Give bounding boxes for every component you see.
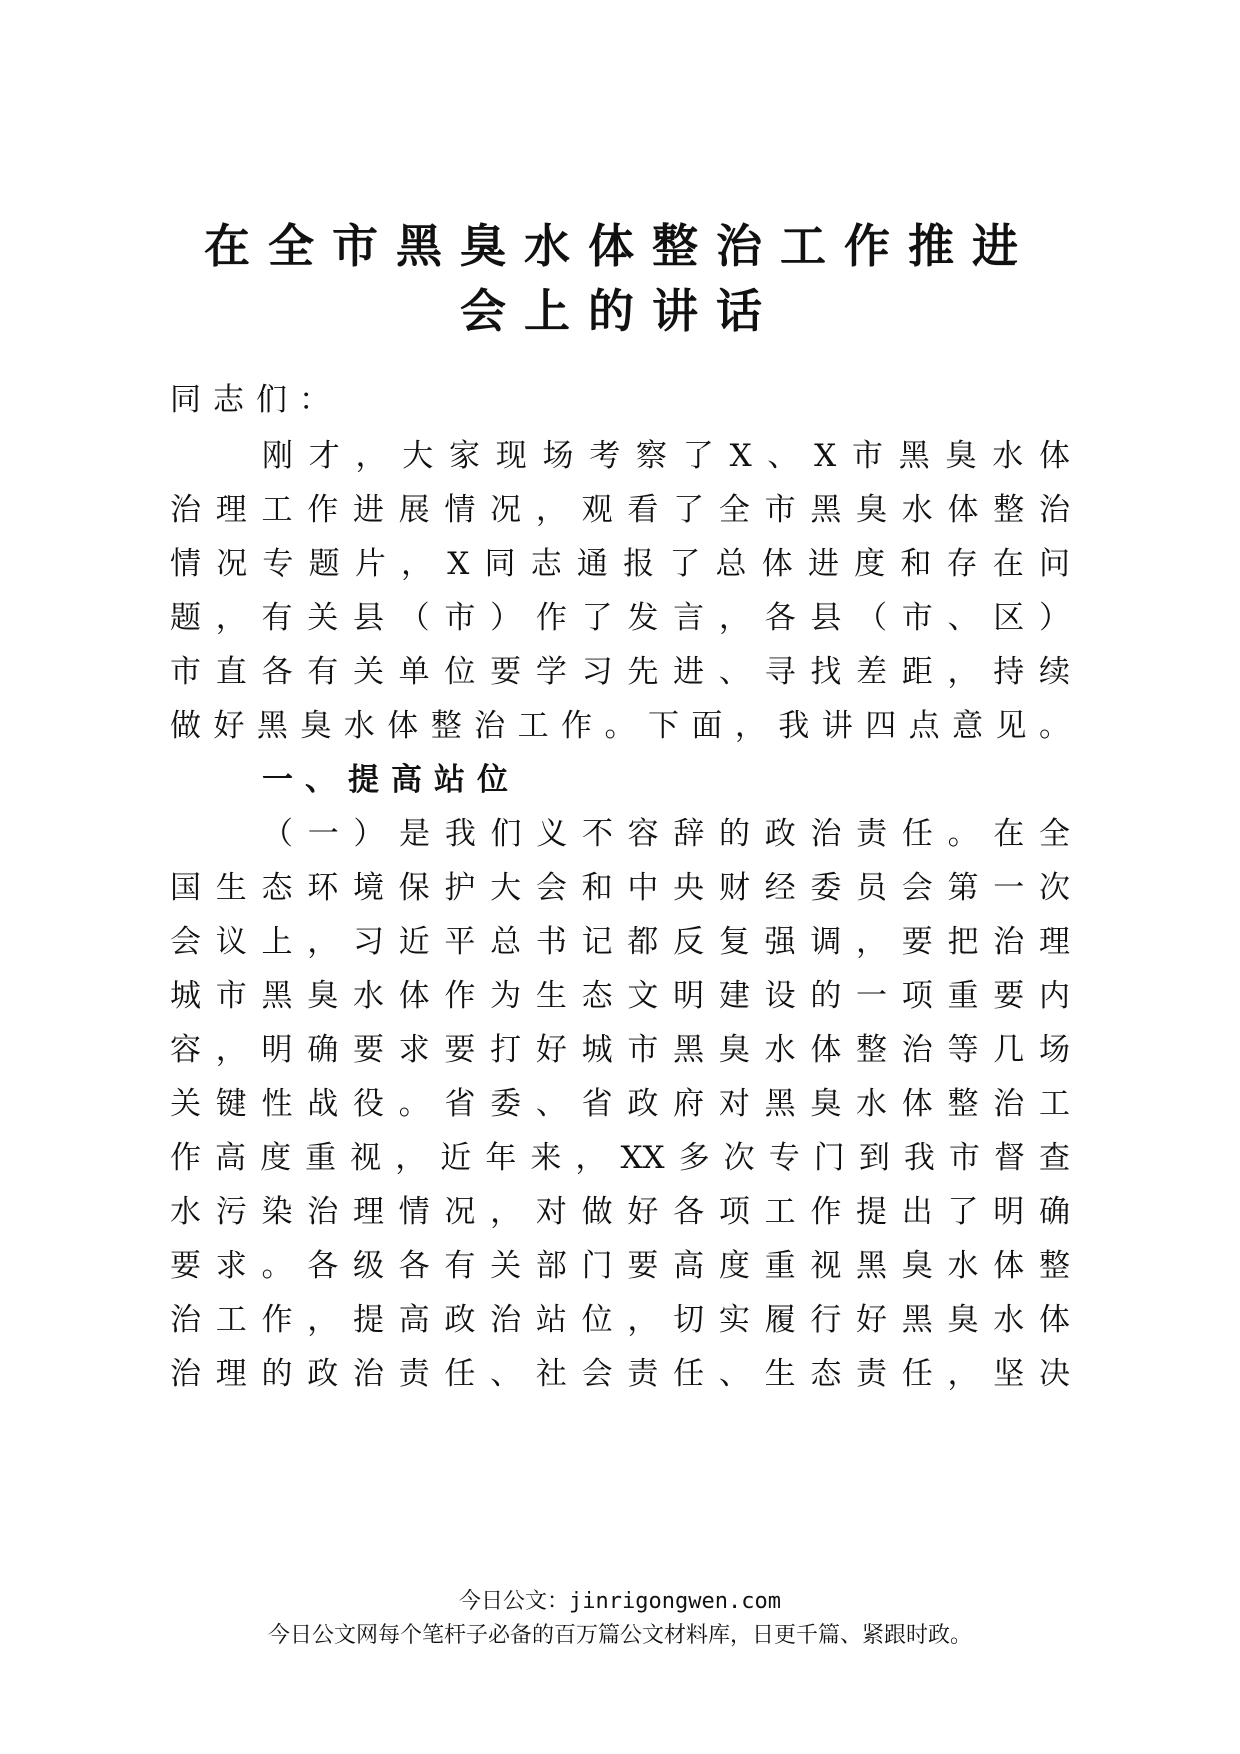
greeting: 同志们：: [170, 382, 342, 418]
paragraph-line: （一）是我们义不容辞的政治责任。在全: [262, 816, 1070, 852]
paragraph-line: 刚才，大家现场考察了X、X市黑臭水体: [262, 438, 1070, 474]
document-title-line-1: 在全市黑臭水体整治工作推进: [204, 219, 1036, 273]
footer-source-label: 今日公文：: [459, 1589, 570, 1614]
footer-tagline: 今日公文网每个笔杆子必备的百万篇公文材料库，日更千篇、紧跟时政。: [267, 1623, 972, 1648]
footer-source-line: [0, 1588, 1240, 1616]
paragraph-line: 国生态环境保护大会和中央财经委员会第一次: [170, 870, 1070, 906]
paragraph-line: 城市黑臭水体作为生态文明建设的一项重要内: [170, 978, 1070, 1014]
footer-website-link[interactable]: jinrigongwen.com: [569, 1589, 781, 1614]
paragraph-line: 情况专题片，X同志通报了总体进度和存在问: [170, 546, 1070, 582]
paragraph-line: 治理的政治责任、社会责任、生态责任，坚决: [170, 1356, 1070, 1392]
paragraph-line: 要求。各级各有关部门要高度重视黑臭水体整: [170, 1248, 1070, 1284]
paragraph-line: 容，明确要求要打好城市黑臭水体整治等几场: [170, 1032, 1070, 1068]
paragraph-line: 水污染治理情况，对做好各项工作提出了明确: [170, 1194, 1070, 1230]
paragraph-line: 做好黑臭水体整治工作。下面，我讲四点意见。: [170, 708, 1070, 744]
paragraph-line: 市直各有关单位要学习先进、寻找差距，持续: [170, 654, 1070, 690]
paragraph-line: 作高度重视，近年来，XX多次专门到我市督查: [170, 1140, 1070, 1176]
paragraph-line: 会议上，习近平总书记都反复强调，要把治理: [170, 924, 1070, 960]
paragraph-line: 治理工作进展情况，观看了全市黑臭水体整治: [170, 492, 1070, 528]
paragraph-line: 题，有关县（市）作了发言，各县（市、区）: [170, 600, 1070, 636]
document-title-line-2: 会上的讲话: [460, 284, 780, 338]
paragraph-line: 关键性战役。省委、省政府对黑臭水体整治工: [170, 1086, 1070, 1122]
section-heading-1: 一、提高站位: [262, 762, 520, 798]
paragraph-line: 治工作，提高政治站位，切实履行好黑臭水体: [170, 1302, 1070, 1338]
